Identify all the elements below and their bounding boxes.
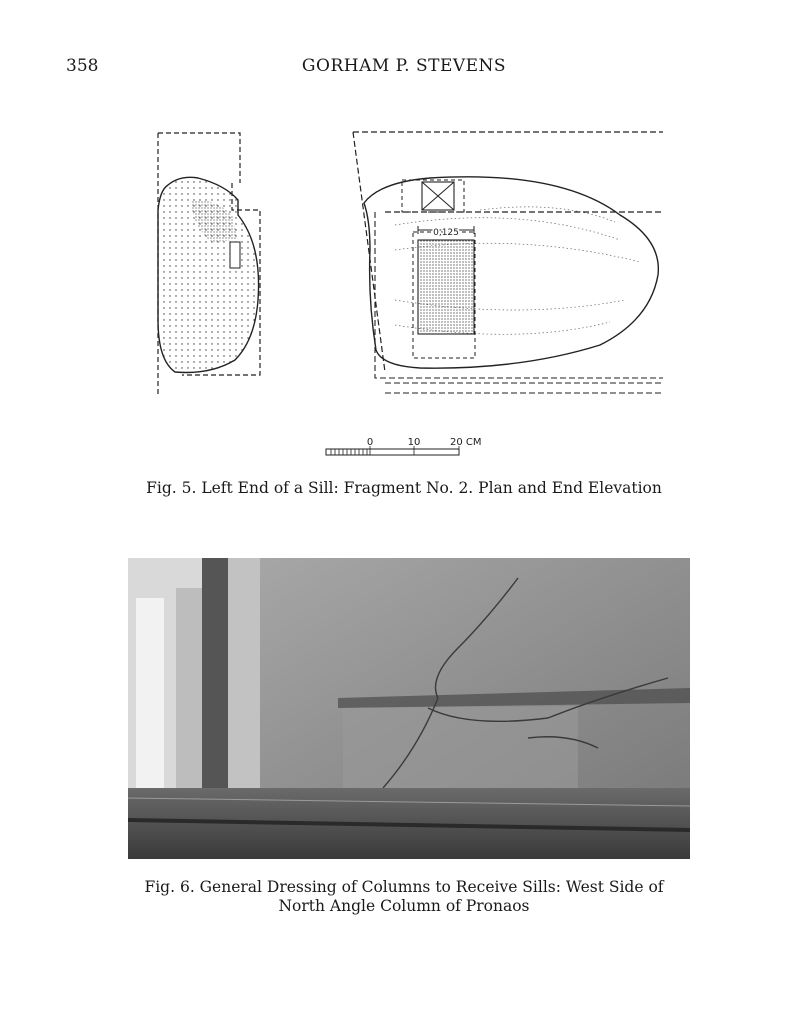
end-elevation <box>158 133 260 395</box>
scale-bar <box>326 437 482 455</box>
scale-label-10: 10 <box>407 437 421 448</box>
dimension-label: 0,125 <box>433 228 459 238</box>
figure-6-photograph <box>128 558 690 859</box>
figure-5-caption: Fig. 5. Left End of a Sill: Fragment No. 2. Plan and End Elevation <box>146 479 662 497</box>
scale-label-0: 0 <box>366 437 374 448</box>
scale-label-20: 20 CM <box>450 437 482 448</box>
plan-view <box>353 132 663 393</box>
figure-5-drawing <box>0 0 808 470</box>
figure-6-caption-line-2: North Angle Column of Pronaos <box>278 897 530 915</box>
running-header: GORHAM P. STEVENS <box>301 56 507 76</box>
figure-6-caption-line-1: Fig. 6. General Dressing of Columns to Receive Sills: West Side of <box>144 878 664 896</box>
page-number: 358 <box>66 56 99 76</box>
figure-6-caption <box>0 878 808 916</box>
